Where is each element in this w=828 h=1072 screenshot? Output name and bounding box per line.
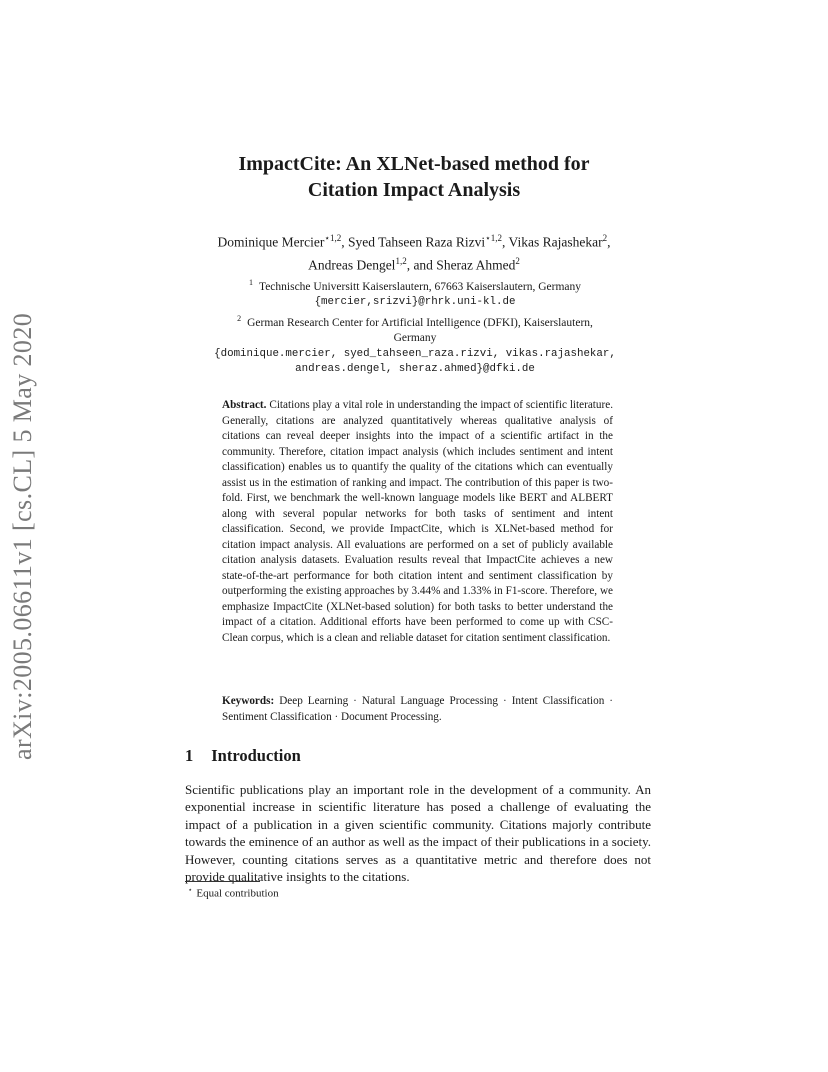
author-name: Dominique Mercier (217, 234, 325, 250)
author-affil-mark: 2 (602, 233, 608, 243)
keywords (222, 694, 613, 725)
author-name: , Syed Tahseen Raza Rizvi (341, 234, 486, 250)
authors-line-1 (0, 229, 828, 252)
section-heading (185, 746, 301, 766)
affiliation-text: German Research Center for Artificial Intelligence (DFKI), Kaiserslautern, (247, 316, 593, 329)
affiliation-2-email-line-1: {dominique.mercier, syed_tahseen_raza.rizvi, vikas.rajashekar, (214, 347, 616, 360)
keywords-text: Deep Learning · Natural Language Processing · Intent Classification · Sentiment Classification · Document Processing. (222, 695, 614, 723)
author-separator: , (607, 234, 611, 250)
affiliation-mark: 2 (237, 313, 242, 323)
affiliation-2 (195, 311, 635, 331)
author-affil-mark: 2 (515, 255, 520, 266)
title-line-1: ImpactCite: An XLNet-based method for (238, 153, 590, 175)
affiliation-1 (195, 275, 635, 295)
footnote-text: Equal contribution (196, 887, 279, 900)
affiliations (195, 275, 635, 378)
affiliation-2-email-line-2: andreas.dengel, sheraz.ahmed}@dfki.de (295, 363, 535, 376)
affiliation-2-country: Germany (393, 332, 437, 345)
section-number: 1 (185, 746, 194, 765)
title-line-2: Citation Impact Analysis (307, 179, 521, 201)
authors-line-2 (0, 252, 828, 275)
affiliation-text: Technische Universitt Kaiserslautern, 67663 Kaiserslautern, Germany (258, 280, 582, 293)
footnote (188, 886, 279, 900)
keywords-label: Keywords: (222, 695, 275, 707)
abstract-label: Abstract. (222, 399, 267, 411)
author-list (0, 229, 828, 274)
abstract (222, 398, 613, 646)
paper-title (0, 151, 828, 203)
introduction-paragraph: Scientific publications play an important role in the development of a community. An exponential increase in scientific literature has posed a challenge of evaluating the impact of a publication in a given scientific community. Citations majorly contribute towards the eminence of an author as well as the impact of their publications in a society. However, counting citations serves as a quantitative metric and therefore does not provide qualitative insights to the citations. (185, 782, 651, 885)
author-name: Andreas Dengel (308, 257, 396, 272)
section-title: Introduction (211, 746, 301, 765)
affiliation-mark: 1 (248, 278, 253, 287)
author-affil-mark: ⋆1,2 (324, 233, 342, 243)
author-affil-mark: ⋆1,2 (485, 233, 503, 243)
author-name: , Vikas Rajashekar (502, 234, 603, 250)
abstract-text: Citations play a vital role in understanding the impact of scientific literature. Generally, citations are analyzed quantitatively whereas qualitative analysis of citations can reveal deeper insights into the impact of a scientific artifact in the community. Therefore, citation impact analysis (which includes sentiment and intent classification) enables us to quantify the quality of the citations which can eventually assist us in the estimation of ranking and impact. The contribution of this paper is two-fold. First, we benchmark the well-known language models like BERT and ALBERT along with several popular networks for both tasks of sentiment and intent classification. Second, we provide ImpactCite, which is XLNet-based method for citation impact analysis. All evaluations are performed on a set of publicly available citation analysis datasets. Evaluation results reveal that ImpactCite achieves a new state-of-the-art performance for both citation intent and sentiment classification by outperforming the existing approaches by 3.44% and 1.33% in F1-score. Therefore, we emphasize ImpactCite (XLNet-based solution) for both tasks to better understand the impact of a citation. Additional efforts have been performed to come up with CSC-Clean corpus, which is a clean and reliable dataset for citation sentiment classification. (222, 399, 613, 644)
author-affil-mark: 1,2 (395, 255, 407, 266)
author-name: , and Sheraz Ahmed (406, 257, 516, 272)
footnote-mark: ⋆ (188, 886, 193, 894)
arxiv-identifier: arXiv:2005.06611v1 [cs.CL] 5 May 2020 (8, 312, 37, 760)
affiliation-1-email: {mercier,srizvi}@rhrk.uni-kl.de (314, 296, 516, 309)
footnote-divider (185, 881, 260, 882)
